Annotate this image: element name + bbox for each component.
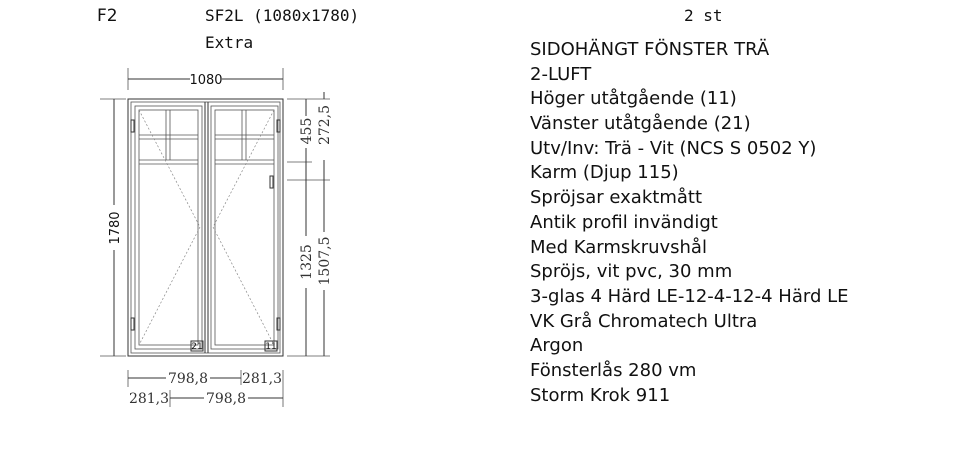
spec-line: Höger utåtgående (11) <box>530 88 737 110</box>
dim-455: 455 <box>299 117 315 145</box>
width-label: 1080 <box>189 73 223 88</box>
dim-1507-5: 1507,5 <box>317 236 333 286</box>
quantity: 2 st <box>684 6 723 25</box>
dim-798-8-top: 798,8 <box>167 371 209 387</box>
dim-272-5: 272,5 <box>317 104 333 146</box>
left-sash <box>131 106 203 352</box>
spec-line: Spröjsar exaktmått <box>530 187 703 209</box>
model-name: SF2L (1080x1780) <box>205 6 360 25</box>
dim-1325: 1325 <box>299 244 315 280</box>
height-label: 1780 <box>108 211 123 245</box>
spec-line: Spröjs, vit pvc, 30 mm <box>530 261 733 283</box>
spec-line: Med Karmskruvshål <box>530 236 707 258</box>
model-variant: Extra <box>205 33 254 52</box>
height-dimension <box>100 99 126 356</box>
spec-line: 3-glas 4 Härd LE-12-4-12-4 Härd LE <box>530 285 849 307</box>
width-dimension <box>128 68 283 90</box>
spec-line: Vänster utåtgående (21) <box>530 113 751 135</box>
dim-281-3-top: 281,3 <box>241 371 283 387</box>
spec-line: 2-LUFT <box>530 63 592 85</box>
spec-line: Karm (Djup 115) <box>530 162 679 184</box>
sash-tag-left: 21 <box>191 342 203 352</box>
right-dimensions <box>287 92 333 356</box>
spec-line: Storm Krok 911 <box>530 384 671 406</box>
sash-tag-right: 11 <box>265 342 277 352</box>
spec-line: Argon <box>530 335 584 357</box>
position-code: F2 <box>97 6 118 26</box>
spec-line: SIDOHÄNGT FÖNSTER TRÄ <box>530 39 770 60</box>
right-sash <box>211 106 280 352</box>
bottom-dimensions <box>128 370 283 407</box>
spec-line: Utv/Inv: Trä - Vit (NCS S 0502 Y) <box>530 137 817 159</box>
dim-281-3-bottom: 281,3 <box>128 391 170 407</box>
spec-line: Antik profil invändigt <box>530 211 718 233</box>
spec-line: Fönsterlås 280 vm <box>530 359 697 381</box>
dim-798-8-bottom: 798,8 <box>205 391 247 407</box>
spec-line: VK Grå Chromatech Ultra <box>530 310 758 332</box>
